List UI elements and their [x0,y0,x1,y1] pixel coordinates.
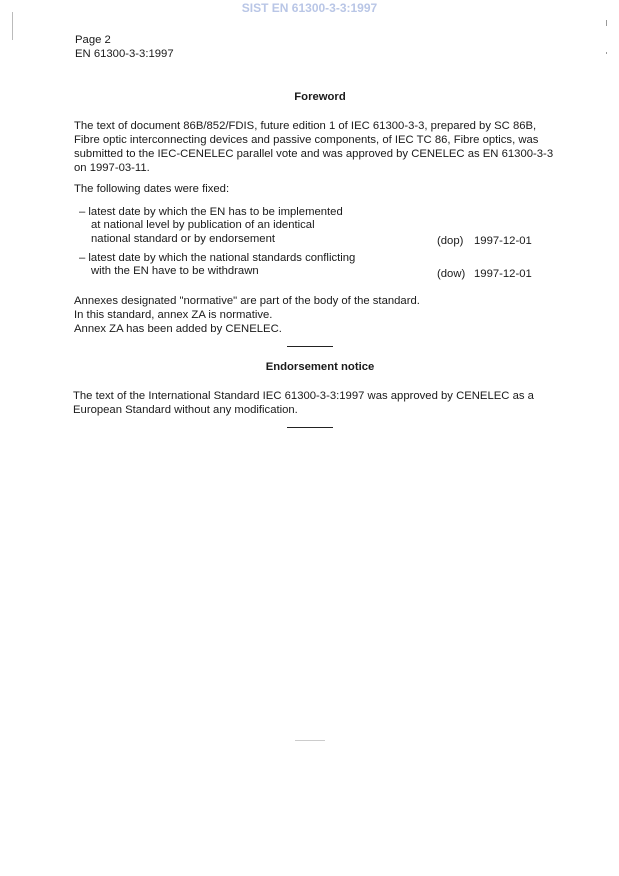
document-id: EN 61300-3-3:1997 [75,48,174,60]
page-number: Page 2 [75,34,111,46]
date-value: 1997-12-01 [474,268,532,280]
scan-mark [606,20,607,26]
date-code: (dow) [437,268,466,280]
foreword-line: The text of document 86B/852/FDIS, future edition 1 of IEC 61300-3-3, prepared by SC 86B, [74,120,537,132]
date-item-text: national standard or by endorsement [91,233,276,245]
scan-mark [606,52,607,54]
scan-mark [12,12,13,40]
foreword-line: Fibre optic interconnecting devices and passive components, of IEC TC 86, Fibre optics, was [74,134,539,146]
foreword-line: submitted to the IEC-CENELEC parallel vote and was approved by CENELEC as EN 61300-3-3 [74,148,554,160]
date-item-text: – latest date by which the EN has to be implemented [79,206,343,218]
dates-intro: The following dates were fixed: [74,183,230,195]
watermark: SIST EN 61300-3-3:1997 [241,1,378,15]
date-item-text: at national level by publication of an identical [91,219,315,231]
foreword-heading: Foreword [294,91,346,103]
endorsement-line: European Standard without any modification. [73,404,298,416]
endorsement-heading: Endorsement notice [265,361,375,373]
section-divider [287,346,333,347]
annex-line: In this standard, annex ZA is normative. [74,309,273,321]
annex-line: Annexes designated "normative" are part of the body of the standard. [74,295,420,307]
date-code: (dop) [437,235,464,247]
annex-line: Annex ZA has been added by CENELEC. [74,323,282,335]
date-item-text: – latest date by which the national standards conflicting [79,252,356,264]
date-value: 1997-12-01 [474,235,532,247]
endorsement-line: The text of the International Standard IEC 61300-3-3:1997 was approved by CENELEC as a [73,390,534,402]
section-divider [287,427,333,428]
date-item-text: with the EN have to be withdrawn [91,265,259,277]
foreword-line: on 1997-03-11. [74,162,150,174]
scan-mark [295,740,325,741]
